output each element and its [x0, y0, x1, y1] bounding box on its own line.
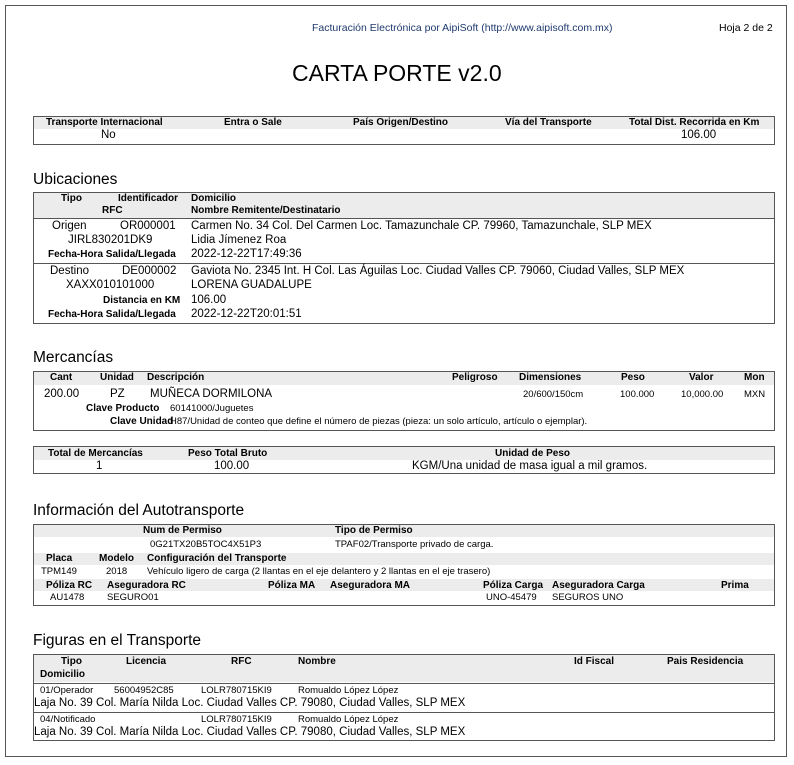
aseguradora-rc: SEGURO01: [107, 592, 159, 603]
clave-unidad-label: Clave Unidad: [110, 416, 174, 427]
header-prima: Prima: [721, 580, 749, 591]
destino-nombre: LORENA GUADALUPE: [191, 279, 312, 291]
header-configuracion: Configuración del Transporte: [147, 553, 287, 564]
header-unidad: Unidad: [100, 372, 134, 383]
header-aseguradora-carga: Aseguradora Carga: [552, 580, 645, 591]
aseguradora-carga: SEGUROS UNO: [552, 592, 624, 603]
total-mercancias: 1: [96, 460, 103, 472]
origen-rfc: JIRL830201DK9: [68, 234, 153, 246]
destino-rfc: XAXX010101000: [66, 279, 155, 291]
header-tipo-permiso: Tipo de Permiso: [335, 525, 413, 536]
header-total-distancia: Total Dist. Recorrida en Km: [629, 117, 760, 128]
header-pais-origen: País Origen/Destino: [353, 117, 449, 128]
header-descripcion: Descripción: [147, 372, 205, 383]
figura-domicilio: Laja No. 39 Col. María Nilda Loc. Ciudad Valles CP. 79080, Ciudad Valles, SLP MEX: [34, 697, 466, 709]
figura-rfc: LOLR780715KI9: [201, 714, 272, 725]
item-cant: 200.00: [44, 388, 80, 400]
header-aseguradora-rc: Aseguradora RC: [107, 580, 186, 591]
header-dimensiones: Dimensiones: [519, 372, 582, 383]
header-fig-nombre: Nombre: [298, 656, 336, 667]
page-number: Hoja 2 de 2: [719, 22, 773, 34]
header-identificador: Identificador: [118, 193, 179, 204]
header-nombre: Nombre Remitente/Destinatario: [191, 205, 341, 216]
figuras-table: [33, 654, 775, 741]
unidad-peso: KGM/Una unidad de masa igual a mil gramos.: [412, 460, 648, 472]
document-title: CARTA PORTE v2.0: [292, 60, 502, 86]
header-entra-sale: Entra o Sale: [224, 117, 282, 128]
header-poliza-ma: Póliza MA: [268, 580, 316, 591]
origen-fecha: 2022-12-22T17:49:36: [191, 248, 302, 260]
item-dimensiones: 20/600/150cm: [523, 389, 584, 400]
header-fig-pais: Pais Residencia: [667, 656, 744, 667]
figura-licencia: 56004952C85: [114, 685, 174, 696]
tipo-permiso: TPAF02/Transporte privado de carga.: [335, 539, 494, 550]
header-modelo: Modelo: [99, 553, 134, 564]
item-mon: MXN: [744, 389, 766, 400]
destino-distancia: 106.00: [191, 294, 227, 306]
header-unidad-peso: Unidad de Peso: [495, 448, 571, 459]
configuracion: Vehículo ligero de carga (2 llantas en el eje delantero y 2 llantas en el eje trasero): [147, 566, 491, 577]
poliza-carga: UNO-45479: [486, 592, 537, 603]
header-placa: Placa: [46, 553, 73, 564]
mercancias-totales-table: [33, 446, 775, 474]
header-fig-domicilio: Domicilio: [40, 669, 86, 680]
provider-link[interactable]: Facturación Electrónica por AipiSoft (http://www.aipisoft.com.mx): [312, 22, 613, 34]
total-distancia: 106.00: [681, 129, 717, 141]
figura-tipo: 01/Operador: [40, 685, 94, 696]
destino-domicilio: Gaviota No. 2345 Int. H Col. Las Águilas Loc. Ciudad Valles CP. 79060, Ciudad Valles, SLP MEX: [191, 265, 685, 277]
figura-rfc: LOLR780715KI9: [201, 685, 272, 696]
header-cant: Cant: [50, 372, 73, 383]
header-fig-licencia: Licencia: [126, 656, 167, 667]
header-peso: Peso: [621, 372, 645, 383]
mercancias-table: [33, 371, 775, 431]
destino-fecha: 2022-12-22T20:01:51: [191, 308, 302, 320]
header-mon: Mon: [744, 372, 765, 383]
poliza-rc: AU1478: [50, 592, 85, 603]
origen-fecha-label: Fecha-Hora Salida/Llegada: [48, 249, 176, 260]
modelo: 2018: [106, 566, 128, 577]
origen-domicilio: Carmen No. 34 Col. Del Carmen Loc. Tamazunchale CP. 79960, Tamazunchale, SLP MEX: [191, 220, 652, 232]
header-domicilio: Domicilio: [191, 193, 237, 204]
transporte-table: [33, 116, 775, 145]
origen-tipo: Origen: [52, 220, 87, 232]
header-fig-rfc: RFC: [231, 656, 252, 667]
header-poliza-carga: Póliza Carga: [483, 580, 544, 591]
ubicaciones-table: [33, 192, 775, 324]
figura-nombre: Romualdo López López: [298, 685, 399, 696]
destino-id: DE000002: [122, 265, 177, 277]
header-fig-id-fiscal: Id Fiscal: [574, 656, 615, 667]
origen-id: OR000001: [120, 220, 176, 232]
clave-producto: 60141000/Juguetes: [170, 403, 254, 414]
figura-tipo: 04/Notificado: [40, 714, 96, 725]
figura-domicilio: Laja No. 39 Col. María Nilda Loc. Ciudad Valles CP. 79080, Ciudad Valles, SLP MEX: [34, 726, 466, 738]
num-permiso: 0G21TX20B5TOC4X51P3: [150, 539, 262, 550]
header-valor: Valor: [689, 372, 714, 383]
item-peso: 100.000: [620, 389, 655, 400]
section-mercancias: Mercancías: [33, 349, 114, 366]
peso-total: 100.00: [214, 460, 250, 472]
placa: TPM149: [41, 566, 77, 577]
item-valor: 10,000.00: [681, 389, 724, 400]
header-total-mercancias: Total de Mercancías: [48, 448, 143, 459]
destino-fecha-label: Fecha-Hora Salida/Llegada: [48, 309, 176, 320]
document-page: [5, 5, 787, 757]
origen-nombre: Lidia Jímenez Roa: [191, 234, 287, 246]
item-unidad: PZ: [110, 388, 125, 400]
header-tipo: Tipo: [61, 193, 82, 204]
destino-tipo: Destino: [50, 265, 89, 277]
header-fig-tipo: Tipo: [61, 656, 82, 667]
section-figuras: Figuras en el Transporte: [33, 632, 202, 649]
header-via-transporte: Vía del Transporte: [505, 117, 592, 128]
autotransporte-table: [33, 524, 775, 606]
item-descripcion: MUÑECA DORMILONA: [150, 388, 273, 400]
header-transporte-internacional: Transporte Internacional: [46, 117, 163, 128]
header-aseguradora-ma: Aseguradora MA: [330, 580, 411, 591]
transporte-internacional: No: [101, 129, 116, 141]
clave-producto-label: Clave Producto: [86, 403, 160, 414]
header-poliza-rc: Póliza RC: [46, 580, 93, 591]
figura-nombre: Romualdo López López: [298, 714, 399, 725]
clave-unidad: H87/Unidad de conteo que define el número de piezas (pieza: un solo artículo, artículo o ejemplar).: [170, 416, 588, 427]
header-peso-total: Peso Total Bruto: [188, 448, 268, 459]
header-num-permiso: Num de Permiso: [143, 525, 222, 536]
section-autotransporte: Información del Autotransporte: [33, 502, 245, 519]
header-peligroso: Peligroso: [452, 372, 498, 383]
section-ubicaciones: Ubicaciones: [33, 171, 118, 188]
header-rfc: RFC: [102, 205, 123, 216]
destino-distancia-label: Distancia en KM: [103, 295, 181, 306]
